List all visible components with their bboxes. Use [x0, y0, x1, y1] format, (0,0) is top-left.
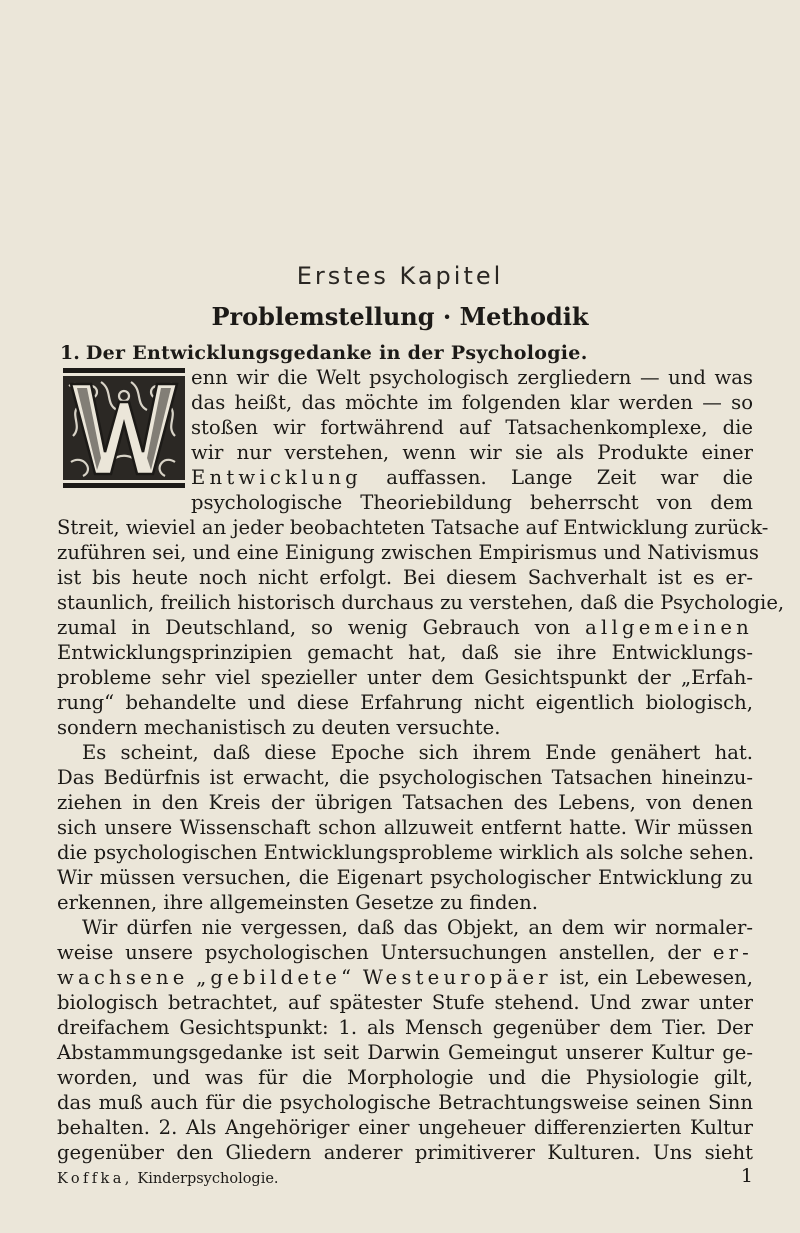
- footer-book: Kinderpsychologie.: [137, 1171, 279, 1187]
- text-line: Abstammungsgedanke ist seit Darwin Gemeingut unserer Kultur ge-: [57, 1041, 753, 1064]
- text-line: zuführen sei, und eine Einigung zwischen Empirismus und Nativismus: [57, 541, 759, 564]
- text-line: [191, 465, 753, 490]
- section-heading-text: Der Entwicklungsgedanke in der Psychologie.: [85, 342, 588, 364]
- spaced-word: „gebildete“: [196, 966, 356, 989]
- text-line: das heißt, das möchte im folgenden klar werden — so: [191, 391, 753, 414]
- text-line: sondern mechanistisch zu deuten versuchte.: [57, 716, 501, 739]
- text-line: probleme sehr viel spezieller unter dem Gesichtspunkt der „Erfah-: [57, 666, 753, 689]
- text-line: Streit, wieviel an jeder beobachteten Tatsache auf Entwicklung zurück-: [57, 516, 769, 539]
- text-line: behalten. 2. Als Angehöriger einer ungeheuer differenzierten Kultur: [57, 1116, 753, 1139]
- section-number: 1.: [60, 342, 80, 364]
- text-line: dreifachem Gesichtspunkt: 1. als Mensch gegenüber dem Tier. Der: [57, 1016, 753, 1039]
- page-footer: [57, 1165, 753, 1188]
- text-line: Wir dürfen nie vergessen, daß das Objekt, an dem wir normaler-: [82, 916, 753, 939]
- spaced-word: er-: [712, 941, 753, 964]
- text-line: [57, 940, 753, 965]
- spaced-word: allgemeinen: [585, 616, 753, 639]
- text-line: enn wir die Welt psychologisch zergliedern — und was: [191, 366, 753, 389]
- text-line: [57, 615, 753, 640]
- text-line: staunlich, freilich historisch durchaus zu verstehen, daß die Psychologie,: [57, 591, 785, 614]
- text-line: sich unsere Wissenschaft schon allzuweit entfernt hatte. Wir müssen: [57, 816, 753, 839]
- text-line: rung“ behandelte und diese Erfahrung nicht eigentlich biologisch,: [57, 691, 753, 714]
- spaced-word: wachsene: [57, 966, 189, 989]
- text-fragment: weise unsere psychologischen Untersuchungen anstellen, der: [57, 941, 701, 964]
- text-line: gegenüber den Gliedern anderer primitiverer Kulturen. Uns sieht: [57, 1141, 753, 1164]
- text-line: psychologische Theoriebildung beherrscht von dem: [191, 491, 753, 514]
- text-fragment: zumal in Deutschland, so wenig Gebrauch von: [57, 616, 571, 639]
- text-line: Wir müssen versuchen, die Eigenart psychologischer Entwicklung zu: [57, 866, 753, 889]
- text-line: biologisch betrachtet, auf spätester Stufe stehend. Und zwar unter: [57, 991, 753, 1014]
- section-heading: [60, 342, 760, 364]
- text-line: wir nur verstehen, wenn wir sie als Produkte einer: [191, 441, 753, 464]
- spaced-word: Westeuropäer: [362, 966, 552, 989]
- ornamental-initial-w: [61, 366, 187, 490]
- page-number: 1: [740, 1165, 753, 1187]
- text-fragment: auffassen. Lange Zeit war die: [361, 466, 753, 489]
- text-line: die psychologischen Entwicklungsprobleme wirklich als solche sehen.: [57, 841, 755, 864]
- text-line: [57, 965, 753, 990]
- text-line: Das Bedürfnis ist erwacht, die psychologischen Tatsachen hineinzu-: [57, 766, 753, 789]
- footer-author: Koffka,: [57, 1171, 133, 1187]
- text-line: Entwicklungsprinzipien gemacht hat, daß sie ihre Entwicklungs-: [57, 641, 753, 664]
- text-line: Es scheint, daß diese Epoche sich ihrem Ende genähert hat.: [82, 741, 753, 764]
- spaced-word: Entwicklung: [191, 466, 362, 489]
- text-line: das muß auch für die psychologische Betrachtungsweise seinen Sinn: [57, 1091, 753, 1114]
- text-line: stoßen wir fortwährend auf Tatsachenkomplexe, die: [191, 416, 753, 439]
- text-fragment: ist, ein Lebewesen,: [559, 966, 753, 989]
- text-line: erkennen, ihre allgemeinsten Gesetze zu finden.: [57, 891, 538, 914]
- chapter-title: Problemstellung · Methodik: [211, 302, 589, 331]
- chapter-label: Erstes Kapitel: [296, 262, 504, 290]
- text-line: worden, und was für die Morphologie und die Physiologie gilt,: [57, 1066, 753, 1089]
- text-line: ziehen in den Kreis der übrigen Tatsachen des Lebens, von denen: [57, 791, 753, 814]
- text-line: ist bis heute noch nicht erfolgt. Bei diesem Sachverhalt ist es er-: [57, 566, 753, 589]
